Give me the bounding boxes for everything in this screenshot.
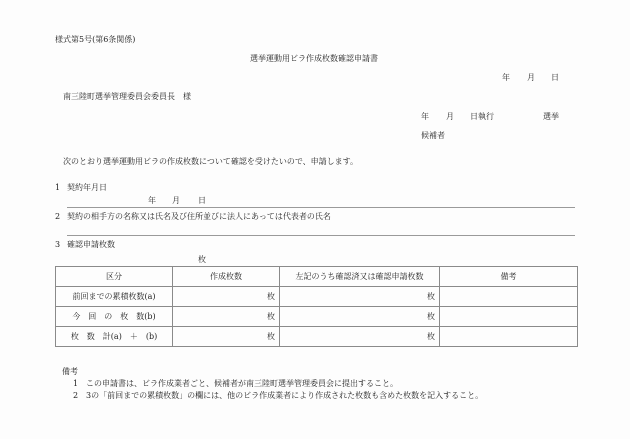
table-header-row: [56, 267, 578, 287]
addressee: 南三陸町選挙管理委員会委員長 様: [63, 92, 191, 101]
election-day-exec-label: 日執行: [470, 112, 494, 121]
section-label: 確認申請枚数: [67, 240, 115, 249]
confirmed-count-cell[interactable]: 枚: [280, 327, 440, 347]
date-day-label: 日: [551, 73, 559, 82]
date-year-label: 年: [502, 73, 510, 82]
form-number: 様式第5号(第6条関係): [55, 35, 136, 44]
created-count-cell[interactable]: 枚: [173, 307, 280, 327]
header-confirmed-count: 左記のうち確認済又は確認申請枚数: [280, 267, 440, 287]
note-text: 3の「前回までの累積枚数」の欄には、他のビラ作成業者により作成された枚数も含めた枚数を記入すること。: [86, 391, 484, 400]
candidate-label: 候補者: [421, 131, 445, 140]
section-number: 1: [55, 183, 61, 192]
contract-month-label: 月: [172, 196, 180, 205]
row-label: 枚 数 計(a) ＋ (b): [56, 327, 173, 347]
date-month-label: 月: [527, 73, 535, 82]
section-label: 契約の相手方の名称又は氏名及び住所並びに法人にあっては代表者の氏名: [67, 212, 331, 221]
contract-date-underline: [67, 207, 575, 208]
contractor-underline: [67, 235, 575, 236]
note-number: 2: [73, 391, 79, 400]
section-number: 3: [55, 240, 61, 249]
section-number: 2: [55, 212, 61, 221]
page-title: 選挙運動用ビラ作成枚数確認申請書: [250, 54, 378, 63]
election-year-label: 年: [421, 112, 429, 121]
confirmed-count-cell[interactable]: 枚: [280, 287, 440, 307]
table-row: [56, 287, 578, 307]
note-text: この申請書は、ビラ作成業者ごと、候補者が南三陸町選挙管理委員会に提出すること。: [86, 379, 398, 388]
remarks-cell[interactable]: [440, 307, 578, 327]
created-count-cell[interactable]: 枚: [173, 327, 280, 347]
header-category: 区分: [56, 267, 173, 287]
note-number: 1: [73, 379, 79, 388]
notes-heading: 備考: [62, 367, 78, 376]
contract-day-label: 日: [198, 196, 206, 205]
created-count-cell[interactable]: 枚: [173, 287, 280, 307]
row-label: 前回までの累積枚数(a): [56, 287, 173, 307]
row-label: 今 回 の 枚 数(b): [56, 307, 173, 327]
remarks-cell[interactable]: [440, 287, 578, 307]
table-row: [56, 327, 578, 347]
section-label: 契約年月日: [67, 183, 107, 192]
remarks-cell[interactable]: [440, 327, 578, 347]
table-row: [56, 307, 578, 327]
count-table: [55, 266, 578, 347]
header-created-count: 作成枚数: [173, 267, 280, 287]
contract-year-label: 年: [148, 196, 156, 205]
header-remarks: 備考: [440, 267, 578, 287]
intro-text: 次のとおり選挙運動用ビラの作成枚数について確認を受けたいので、申請します。: [63, 157, 359, 166]
election-month-label: 月: [446, 112, 454, 121]
confirmed-count-cell[interactable]: 枚: [280, 307, 440, 327]
election-label: 選挙: [543, 112, 559, 121]
requested-count-unit: 枚: [198, 255, 206, 264]
